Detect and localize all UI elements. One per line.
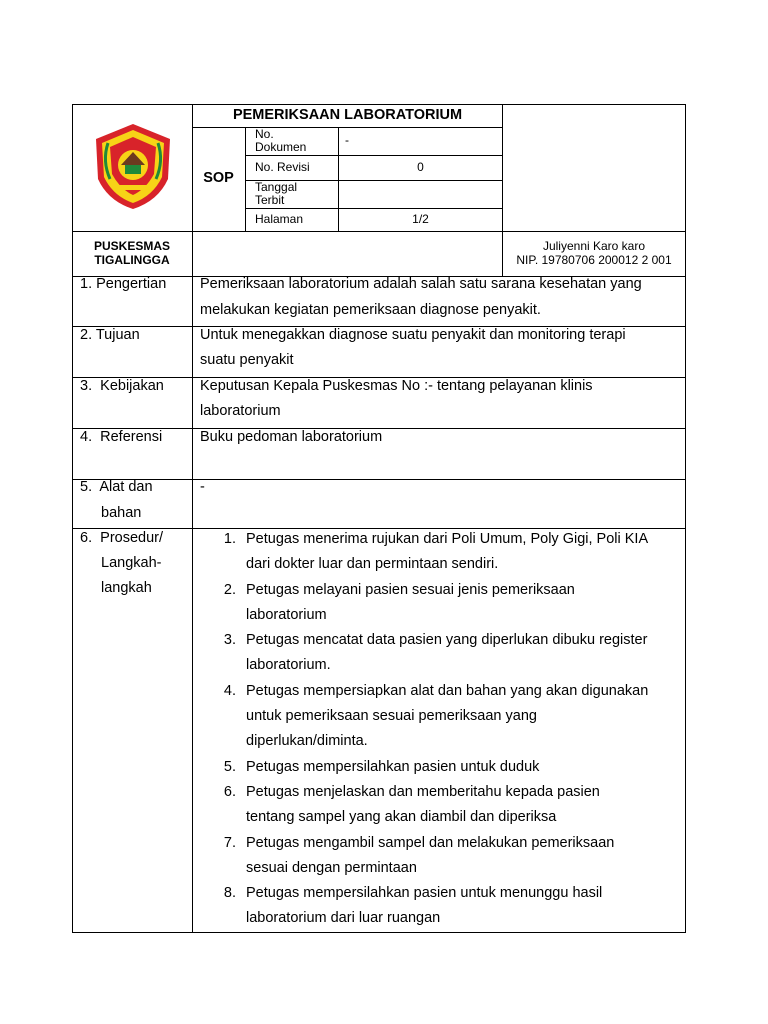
procedure-step	[218, 780, 686, 831]
table-border-left	[72, 104, 73, 933]
step-line: untuk pemeriksaan sesuai pemeriksaan yang	[246, 708, 537, 725]
step-line: Petugas mempersilahkan pasien untuk menunggu hasil	[246, 885, 603, 902]
step-number: 4.	[223, 682, 236, 699]
step-number: 2.	[223, 581, 236, 598]
section-label-kebijakan: 3. Kebijakan	[80, 378, 164, 394]
procedure-step	[218, 628, 686, 679]
sop-label: SOP	[203, 170, 234, 186]
step-line: Petugas melayani pasien sesuai jenis pemeriksaan	[246, 581, 575, 598]
table-border-bottom	[72, 932, 686, 933]
step-line: tentang sampel yang akan diambil dan diperiksa	[246, 809, 557, 826]
table-border-top	[72, 104, 686, 105]
section-text-alat-1: -	[200, 479, 205, 495]
section-text-pengertian-1: Pemeriksaan laboratorium adalah salah satu sarana kesehatan yang	[200, 276, 642, 292]
signer-nip: NIP. 19780706 200012 2 001	[516, 253, 672, 267]
org-name-line1: PUSKESMAS	[93, 239, 170, 253]
section-text-kebijakan-1: Keputusan Kepala Puskesmas No :- tentang pelayanan klinis	[200, 378, 593, 394]
field-line-3	[245, 208, 503, 209]
procedure-list	[218, 527, 686, 932]
step-line: diperlukan/diminta.	[246, 733, 368, 750]
step-number: 6.	[223, 783, 236, 800]
field-label-tanggal: Tanggal Terbit	[255, 180, 298, 207]
step-line: Petugas menjelaskan dan memberitahu kepada pasien	[246, 783, 600, 800]
column-divider	[192, 104, 193, 933]
step-line: laboratorium	[246, 606, 327, 623]
field-label-halaman: Halaman	[255, 212, 304, 226]
title-underline	[192, 127, 503, 128]
step-number: 7.	[223, 834, 236, 851]
step-line: Petugas mempersiapkan alat dan bahan yang akan digunakan	[246, 682, 649, 699]
field-value-dokumen: -	[345, 133, 349, 147]
field-value-halaman: 1/2	[412, 212, 429, 226]
header-bottom-line	[72, 231, 686, 232]
step-line: laboratorium.	[246, 657, 331, 674]
signer-name: Juliyenni Karo karo	[542, 239, 646, 253]
section-text-tujuan-1: Untuk menegakkan diagnose suatu penyakit dan monitoring terapi	[200, 327, 626, 343]
field-label-revisi: No. Revisi	[255, 160, 310, 174]
section-label-pengertian: 1. Pengertian	[80, 276, 167, 292]
field-value-revisi: 0	[417, 160, 424, 174]
field-line-1	[245, 155, 503, 156]
procedure-step	[218, 527, 686, 578]
section-label-alat-1: 5. Alat dan	[80, 479, 153, 495]
section-label-tujuan: 2. Tujuan	[80, 327, 140, 343]
org-name-line2: TIGALINGGA	[94, 253, 170, 267]
procedure-step	[218, 578, 686, 629]
section-text-pengertian-2: melakukan kegiatan pemeriksaan diagnose penyakit.	[200, 302, 541, 318]
sop-divider	[245, 127, 246, 231]
step-line: Petugas menerima rujukan dari Poli Umum, Poly Gigi, Poli KIA	[246, 531, 649, 547]
section-label-prosedur-3: langkah	[101, 580, 152, 596]
step-line: sesuai dengan permintaan	[246, 859, 417, 876]
step-line: Petugas mengambil sampel dan melakukan pemeriksaan	[246, 834, 615, 851]
section-label-prosedur-2: Langkah-	[101, 555, 162, 571]
puskesmas-logo	[88, 121, 178, 211]
section-label-alat-2: bahan	[101, 505, 142, 521]
step-line: Petugas mempersilahkan pasien untuk duduk	[246, 758, 540, 775]
section-label-referensi: 4. Referensi	[80, 429, 163, 445]
procedure-step	[218, 755, 686, 780]
step-line: laboratorium dari luar ruangan	[246, 910, 441, 927]
step-line: Petugas mencatat data pasien yang diperlukan dibuku register	[246, 632, 648, 649]
procedure-step	[218, 881, 686, 932]
section-label-prosedur-1: 6. Prosedur/	[80, 530, 164, 546]
step-number: 1.	[223, 531, 236, 547]
procedure-step	[218, 679, 686, 755]
document-title: PEMERIKSAAN LABORATORIUM	[232, 107, 463, 123]
step-number: 3.	[223, 632, 236, 649]
step-line: dari dokter luar dan permintaan sendiri.	[246, 556, 499, 573]
row-line-4	[72, 479, 686, 480]
section-text-referensi-1: Buku pedoman laboratorium	[200, 429, 383, 445]
field-label-dokumen: No. Dokumen	[255, 127, 307, 154]
step-number: 8.	[223, 885, 236, 902]
procedure-step	[218, 831, 686, 882]
step-number: 5.	[223, 758, 236, 775]
section-text-tujuan-2: suatu penyakit	[200, 352, 294, 368]
section-text-kebijakan-2: laboratorium	[200, 403, 281, 419]
